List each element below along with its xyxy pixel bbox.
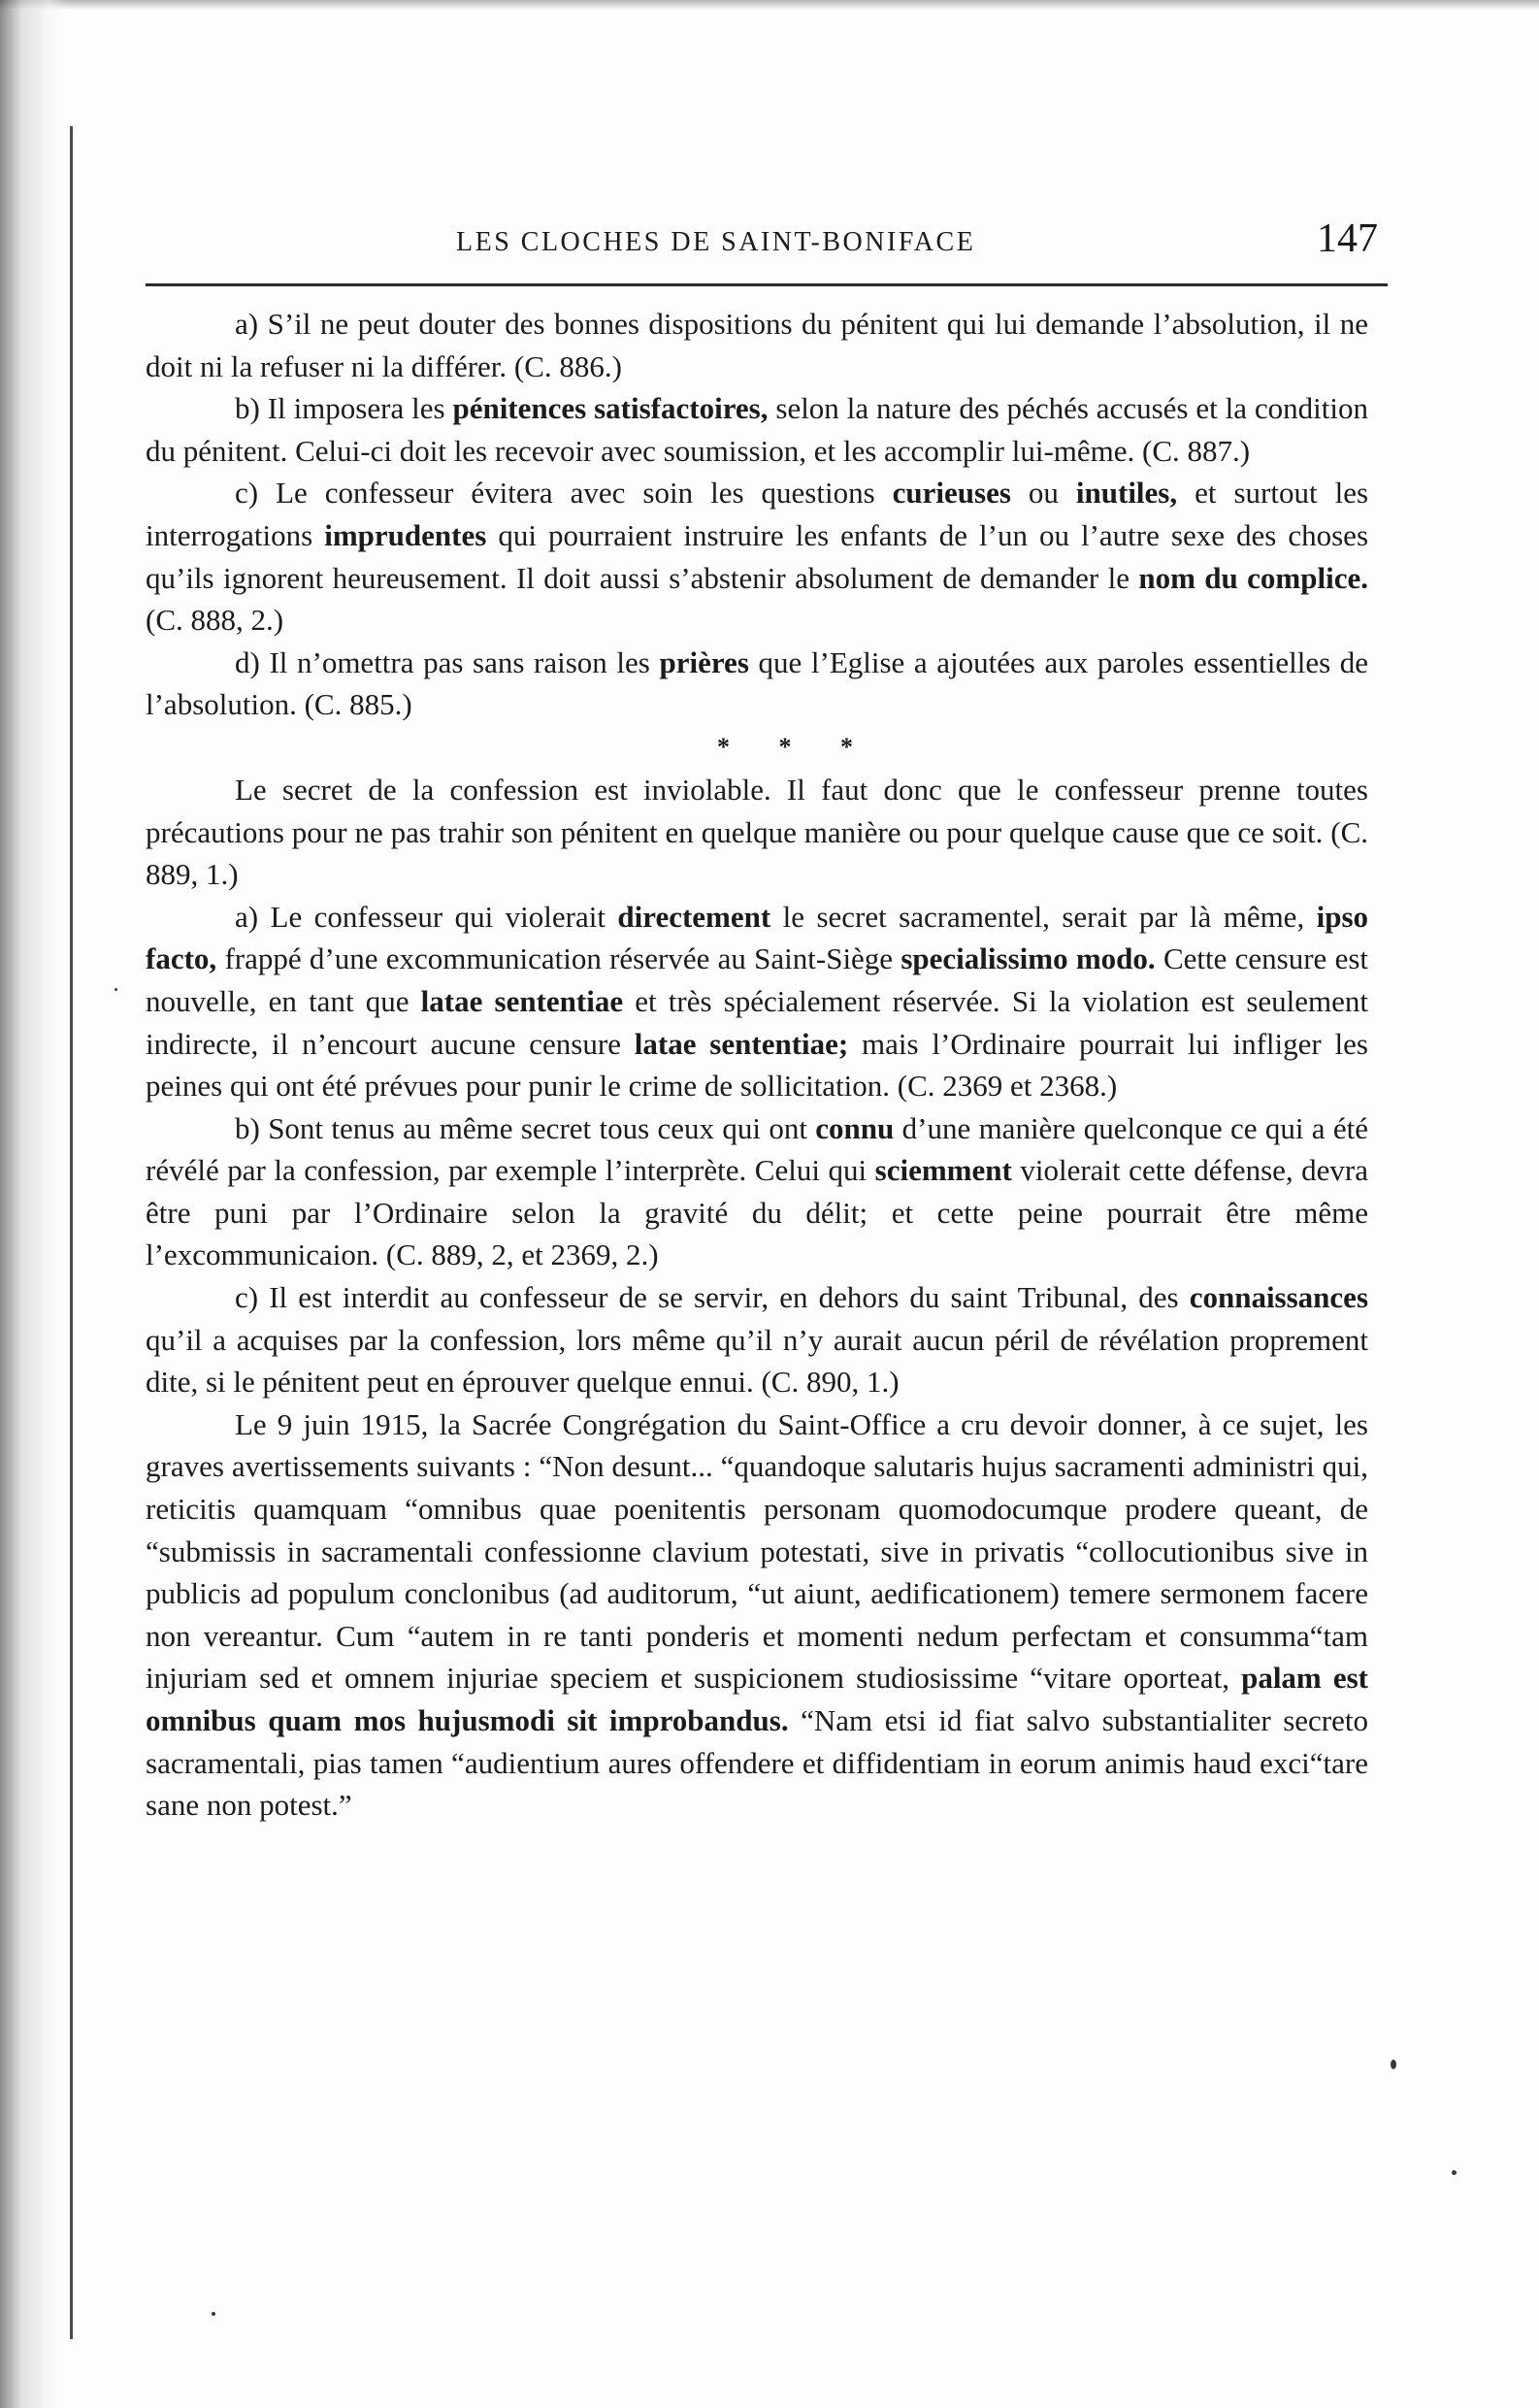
paragraph-text: qui pourraient instruire les enfants de l’un ou l’autre sexe des choses qu’ils ignorent heureusement. Il doit aussi s’abstenir absolument de demander le	[146, 517, 1369, 595]
paragraph-text: violerait cette défense, devra être puni par l’Ordinaire selon la gravité du délit; et cette peine pourrait être même l’excommunicaion. (C. 889, 2, et 2369, 2.)	[146, 1153, 1369, 1272]
paragraph-text: Le secret de la confession est inviolable. Il faut donc que le confesseur prenne toutes précautions pour ne pas trahir son pénitent en quelque manière ou pour quelque cause que ce soit. (C. 889, 1.)	[146, 772, 1368, 892]
emphasis: latae sententiae	[420, 983, 624, 1018]
paragraph-text: Cette censure est nouvelle, en tant que	[146, 941, 1369, 1018]
paragraph-marker: c)	[235, 476, 259, 511]
paragraph-text: et surtout les interrogations	[146, 476, 1369, 552]
paragraph-text: Il est interdit au confesseur de se servir, en dehors du saint Tribunal, des	[269, 1280, 1179, 1315]
paragraph-marker: a)	[235, 899, 259, 934]
paragraph-b-penitences	[146, 387, 1368, 472]
paragraph-marker: b)	[235, 1110, 260, 1145]
paragraph-text: Sont tenus au même secret tous ceux qui ont	[268, 1110, 807, 1145]
paragraph-text: Le confesseur évitera avec soin les questions	[276, 476, 875, 511]
paragraph-marker: c)	[235, 1280, 259, 1315]
paragraph-text: Il n’omettra pas sans raison les	[269, 644, 650, 679]
paragraph-text: S’il ne peut douter des bonnes dispositions du pénitent qui lui demande l’absolution, il ne doit ni la refuser ni la différer. (C. 886.)	[146, 307, 1369, 383]
page-top-edge-shadow	[0, 0, 1539, 10]
emphasis: specialissimo modo.	[900, 941, 1156, 976]
emphasis: inutiles,	[1075, 476, 1178, 511]
paragraph-text: qu’il a acquises par la confession, lors même qu’il n’y aurait aucun péril de révélation proprement dite, si le pénitent peut en éprouver quelque ennui. (C. 890, 1.)	[146, 1322, 1368, 1400]
scan-speck	[115, 988, 117, 991]
paragraph-holy-office-quote	[146, 1403, 1368, 1827]
paragraph-text: que l’Eglise a ajoutées aux paroles essentielles de l’absolution. (C. 885.)	[146, 644, 1369, 722]
paragraph-d-prieres	[146, 642, 1368, 726]
paragraph-marker: b)	[235, 391, 260, 426]
paragraph-text: ou	[1028, 476, 1059, 511]
emphasis: nom du complice.	[1138, 560, 1368, 595]
emphasis: prières	[659, 644, 749, 679]
section-separator: * * *	[717, 732, 874, 761]
paragraph-text: (C. 888, 2.)	[146, 603, 284, 638]
binding-line	[70, 126, 73, 2339]
emphasis: latae sententiae;	[634, 1026, 849, 1061]
paragraph-text: d’une manière quelconque ce qui a été révélé par la confession, par exemple l’interprète. Celui qui	[146, 1110, 1369, 1188]
emphasis: connu	[815, 1110, 895, 1145]
paragraph-c-knowledge	[146, 1276, 1368, 1403]
paragraph-c-questions	[146, 472, 1368, 641]
emphasis: connaissances	[1189, 1280, 1369, 1315]
emphasis: palam est omnibus quam mos hujusmodi sit improbandus.	[146, 1661, 1368, 1737]
binding-shadow	[0, 0, 68, 2408]
paragraph-text: et très spécialement réservée. Si la violation est seulement indirecte, il n’encourt aucune censure	[146, 983, 1369, 1061]
page-number: 147	[1317, 216, 1378, 261]
emphasis: ipso facto,	[146, 899, 1369, 976]
paragraph-b-same-secret	[146, 1107, 1368, 1276]
paragraph-marker: d)	[235, 644, 260, 679]
emphasis: imprudentes	[324, 517, 487, 552]
paragraph-text: le secret sacramentel, serait par là même,	[782, 899, 1305, 934]
paragraph-a-absolution	[146, 303, 1368, 387]
running-title: LES CLOCHES DE SAINT-BONIFACE	[456, 227, 976, 257]
paragraph-text: mais l’Ordinaire pourrait lui infliger les peines qui ont été prévues pour punir le crime de sollicitation. (C. 2369 et 2368.)	[146, 1026, 1368, 1104]
paragraph-text: selon la nature des péchés accusés et la condition du pénitent. Celui-ci doit les recevoir avec soumission, et les accomplir lui-même. (C. 887.)	[146, 391, 1369, 468]
scan-speck	[1452, 2170, 1457, 2175]
header-rule	[146, 283, 1388, 286]
scan-speck	[1391, 2060, 1396, 2069]
emphasis: curieuses	[892, 476, 1011, 511]
paragraph-a-violation	[146, 896, 1368, 1107]
paragraph-text: Le confesseur qui violerait	[270, 899, 606, 934]
paragraph-text: Le 9 juin 1915, la Sacrée Congrégation du Saint-Office a cru devoir donner, à ce sujet, les graves avertissements suivants : “Non desunt... “quandoque salutaris hujus sacramenti administri qui, reticitis quamquam “omnibus quae poenitentis personam quomodocumque prodere queant, de “submissis in sacramentali confessionne clavium potestati, sive in privatis “collocutionibus sive in publicis ad populum conclonibus (ad auditorum, “ut aiunt, aedificationem) temere sermonem facere non vereantur. Cum “autem in re tanti ponderis et momenti nedum perfectam et consumma“tam injuriam sed et omnem injuriae speciem et suspicionem studiosissime “vitare oporteat,	[146, 1406, 1368, 1696]
paragraph-secret	[146, 769, 1368, 896]
body-text	[146, 303, 1368, 1827]
paragraph-text: Il imposera les	[267, 391, 445, 426]
paragraph-marker: a)	[235, 307, 259, 341]
page-header	[146, 215, 1388, 274]
emphasis: pénitences satisfactoires,	[452, 391, 769, 426]
paragraph-text: frappé d’une excommunication réservée au Saint-Siège	[224, 941, 894, 976]
emphasis: directement	[617, 899, 771, 934]
paragraph-text: “Nam etsi id fiat salvo substantialiter secreto sacramentali, pias tamen “audientium aures offendere et diffidentiam in eorum animis haud exci“tare sane non potest.”	[146, 1703, 1368, 1823]
emphasis: sciemment	[874, 1153, 1012, 1188]
scan-speck	[212, 2312, 215, 2316]
